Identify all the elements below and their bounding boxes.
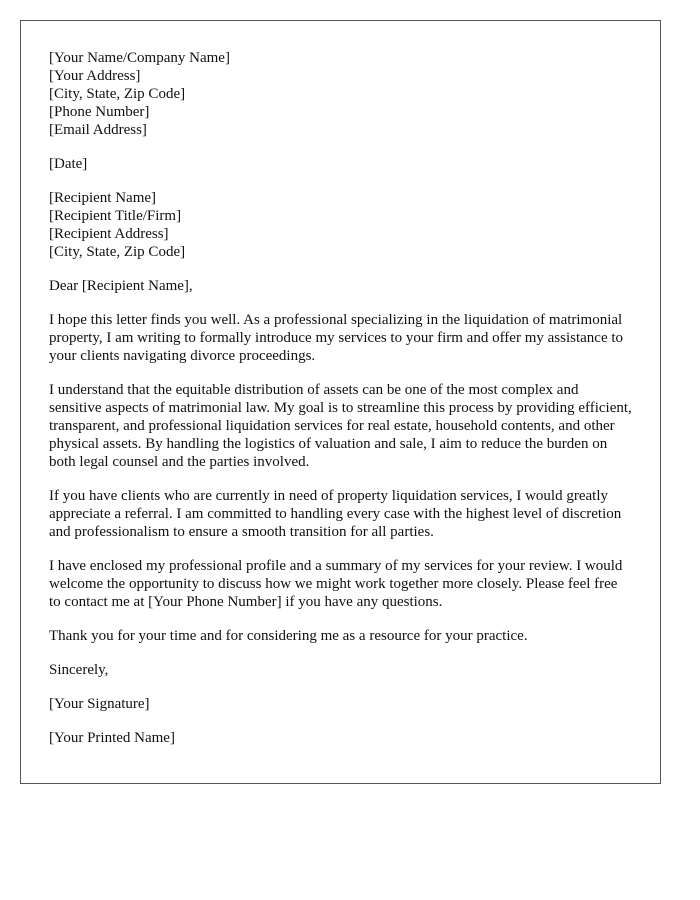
recipient-name: [Recipient Name] (49, 190, 157, 206)
sender-phone: [Phone Number] (49, 104, 150, 120)
sender-city: [City, State, Zip Code] (49, 86, 186, 102)
sender-address: [Your Address] (49, 68, 141, 84)
recipient-city: [City, State, Zip Code] (49, 244, 186, 260)
signature: [Your Signature] (49, 696, 150, 712)
body-paragraph: I hope this letter finds you well. As a professional specializing in the liquidation of matrimonial property, I am writing to formally introduce my services to your firm and offer my assistance to your clients navigating divorce proceedings. (49, 312, 624, 364)
printed-name: [Your Printed Name] (49, 730, 175, 746)
recipient-title: [Recipient Title/Firm] (49, 208, 182, 224)
sender-address-block (49, 49, 632, 139)
letter (20, 20, 661, 784)
closing: Sincerely, (49, 662, 109, 678)
body-paragraph: Thank you for your time and for considering me as a resource for your practice. (49, 628, 528, 644)
sender-email: [Email Address] (49, 122, 147, 138)
salutation: Dear [Recipient Name], (49, 278, 193, 294)
recipient-address-block (49, 189, 632, 261)
letter-date: [Date] (49, 156, 88, 172)
body-paragraph: I have enclosed my professional profile and a summary of my services for your review. I would welcome the opportunity to discuss how we might work together more closely. Please feel free to contact me at [Your Phone Number] if you have any questions. (49, 558, 623, 610)
body-paragraph: If you have clients who are currently in need of property liquidation services, I would greatly appreciate a referral. I am committed to handling every case with the highest level of discretion and professionalism to ensure a smooth transition for all parties. (49, 488, 622, 540)
body-paragraph: I understand that the equitable distribution of assets can be one of the most complex and sensitive aspects of matrimonial law. My goal is to streamline this process by providing efficient, transparent, and professional liquidation services for real estate, household contents, and other physical assets. By handling the logistics of valuation and sale, I aim to reduce the burden on both legal counsel and the parties involved. (49, 382, 632, 470)
sender-name: [Your Name/Company Name] (49, 50, 230, 66)
recipient-address: [Recipient Address] (49, 226, 169, 242)
